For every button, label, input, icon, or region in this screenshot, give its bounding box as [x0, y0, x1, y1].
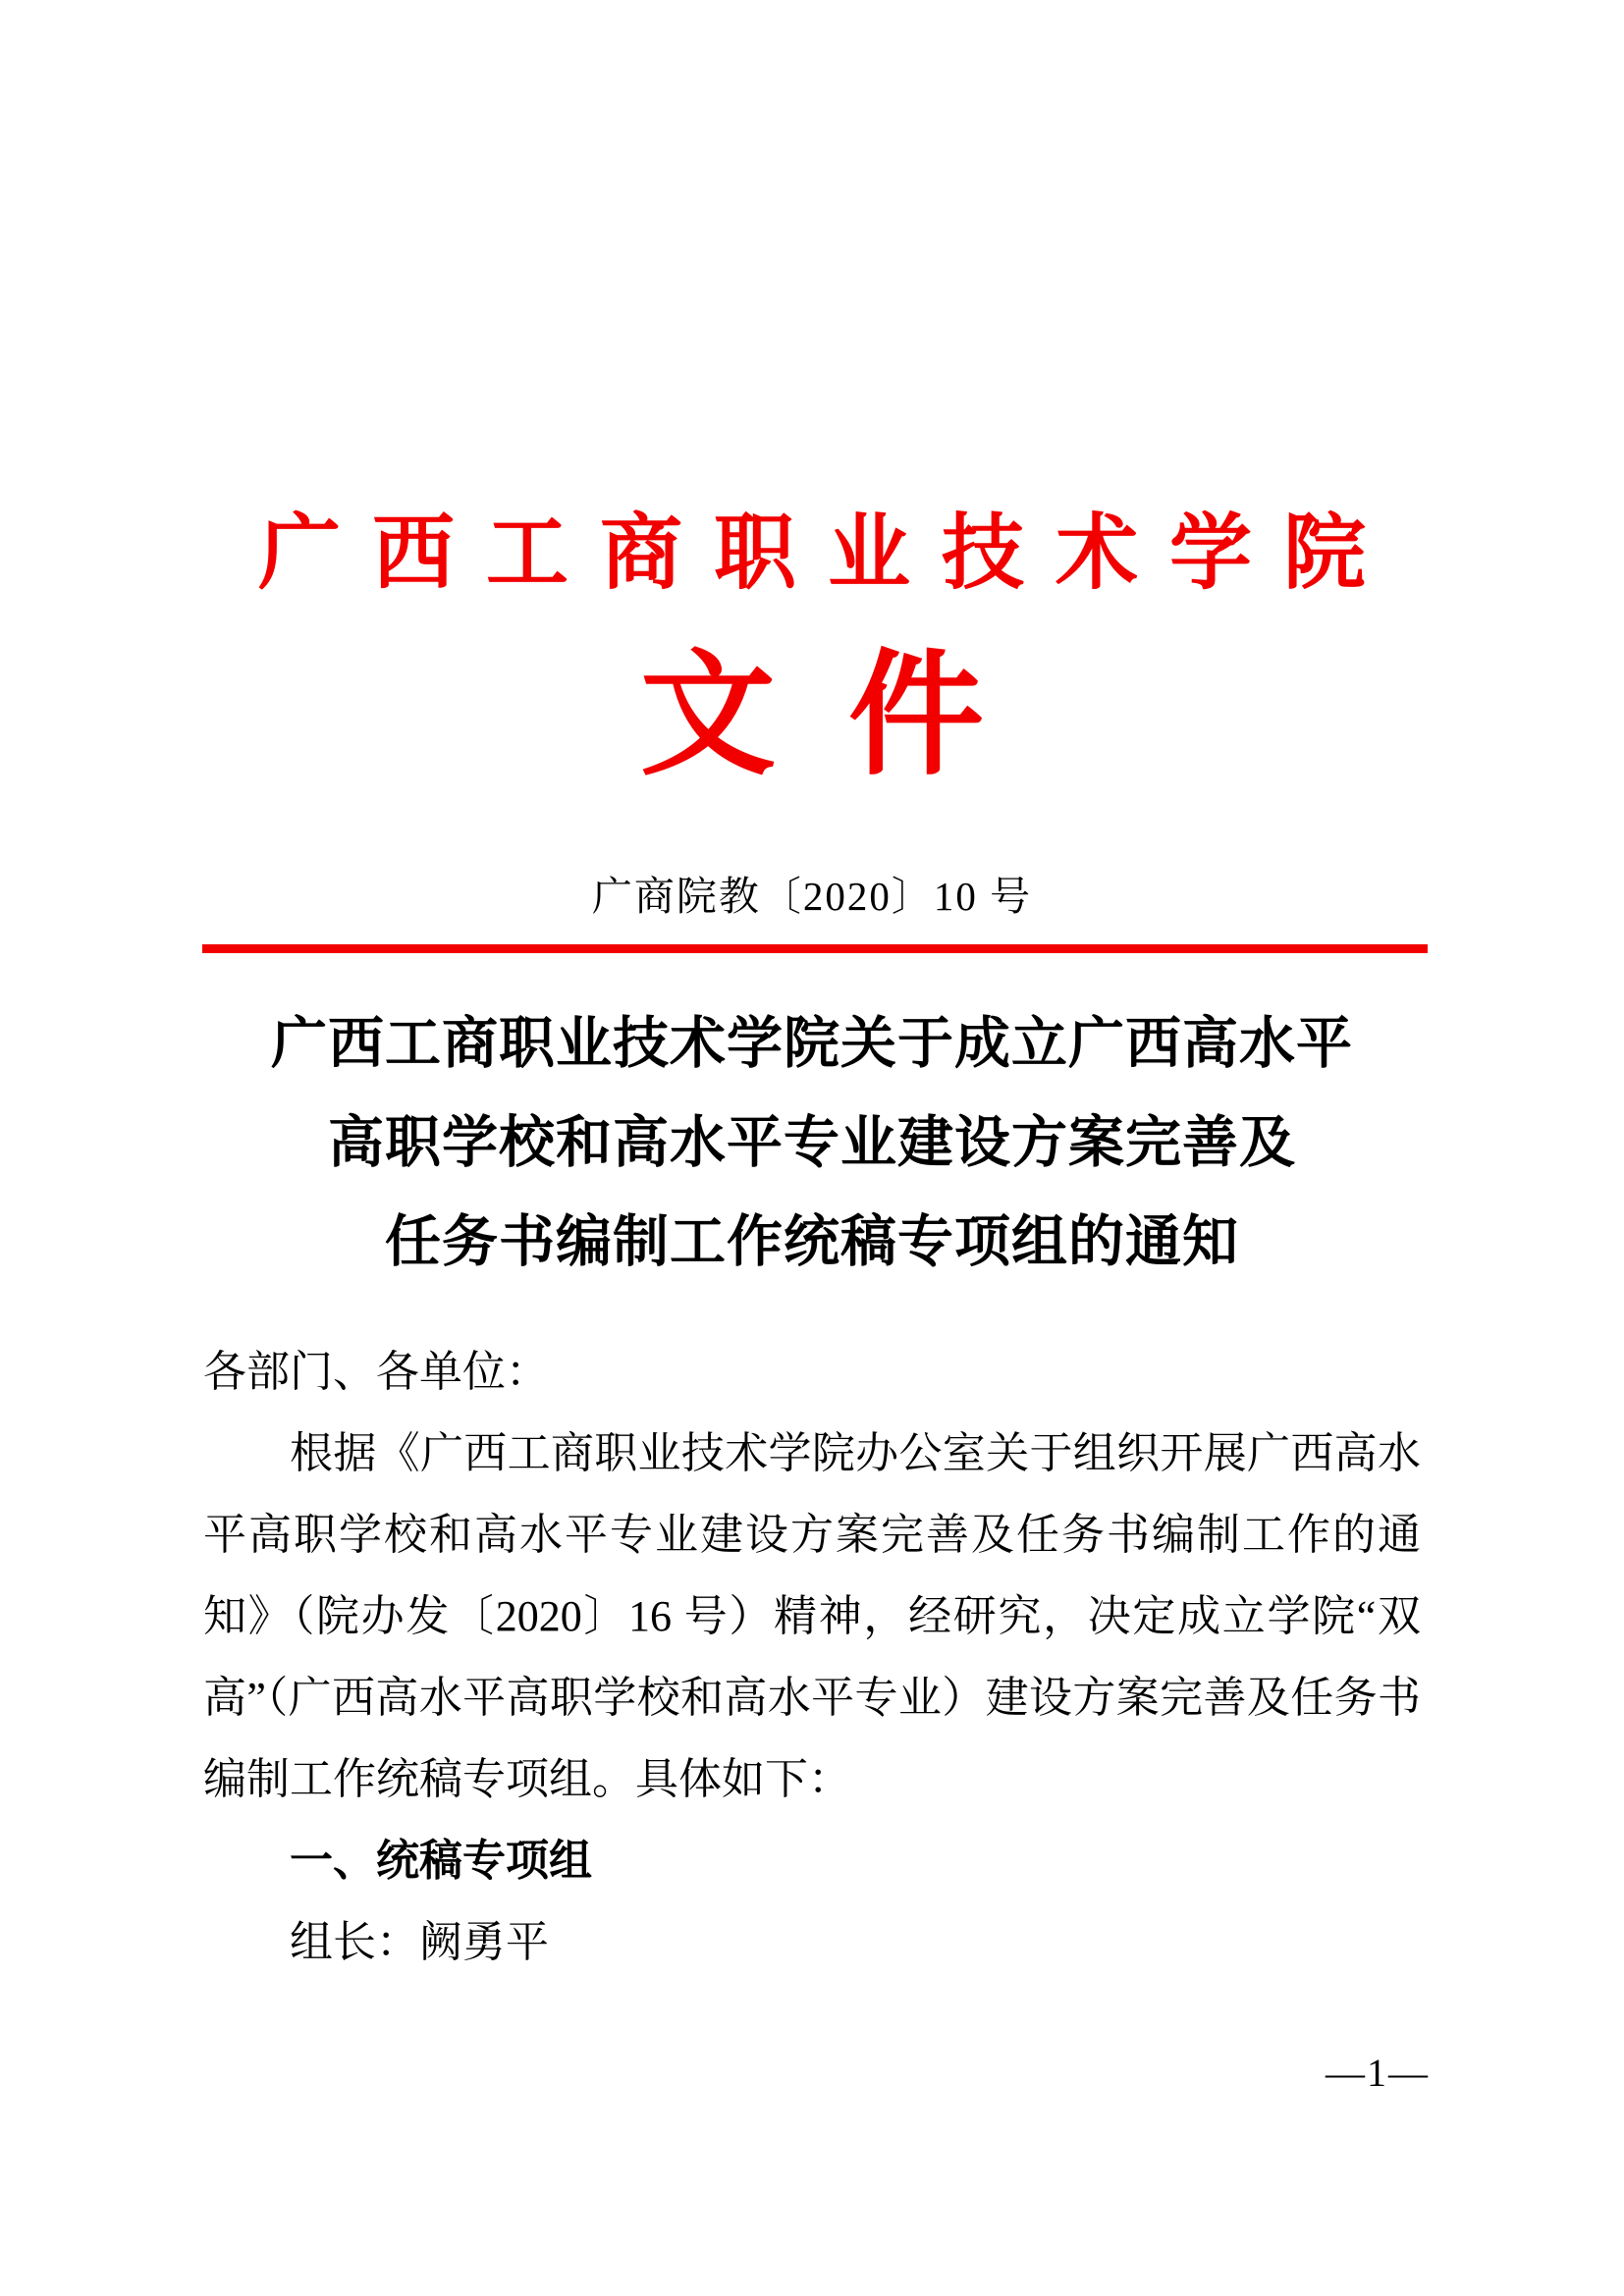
- salutation: 各部门、各单位：: [203, 1348, 549, 1396]
- red-separator-line: [202, 944, 1428, 953]
- leader-line: 组长：阙勇平: [290, 1918, 549, 1966]
- doc-title: [0, 994, 1624, 1292]
- doc-title-line-2: 高职学校和高水平专业建设方案完善及: [328, 1112, 1296, 1174]
- doc-type-banner: 文件: [639, 641, 1056, 791]
- issuer-name: 广西工商职业技术学院: [257, 508, 1397, 600]
- doc-number: 广商院教〔2020〕10 号: [591, 874, 1033, 919]
- doc-title-line-3: 任务书编制工作统稿专项组的通知: [385, 1211, 1239, 1273]
- page-number: —1—: [1326, 2051, 1430, 2095]
- doc-title-line-1: 广西工商职业技术学院关于成立广西高水平: [271, 1013, 1353, 1075]
- body-paragraph: 根据《广西工商职业技术学院办公室关于组织开展广西高水平高职学校和高水平专业建设方案完善及任务书编制工作的通知》（院办发〔2020〕16 号）精神，经研究，决定成立学院“双高”（广西高水平高职学校和高水平专业）建设方案完善及任务书编制工作统稿专项组。具体如下：: [203, 1429, 1421, 1803]
- section-heading: 一、统稿专项组: [290, 1837, 592, 1885]
- doc-body: [203, 1331, 1421, 1983]
